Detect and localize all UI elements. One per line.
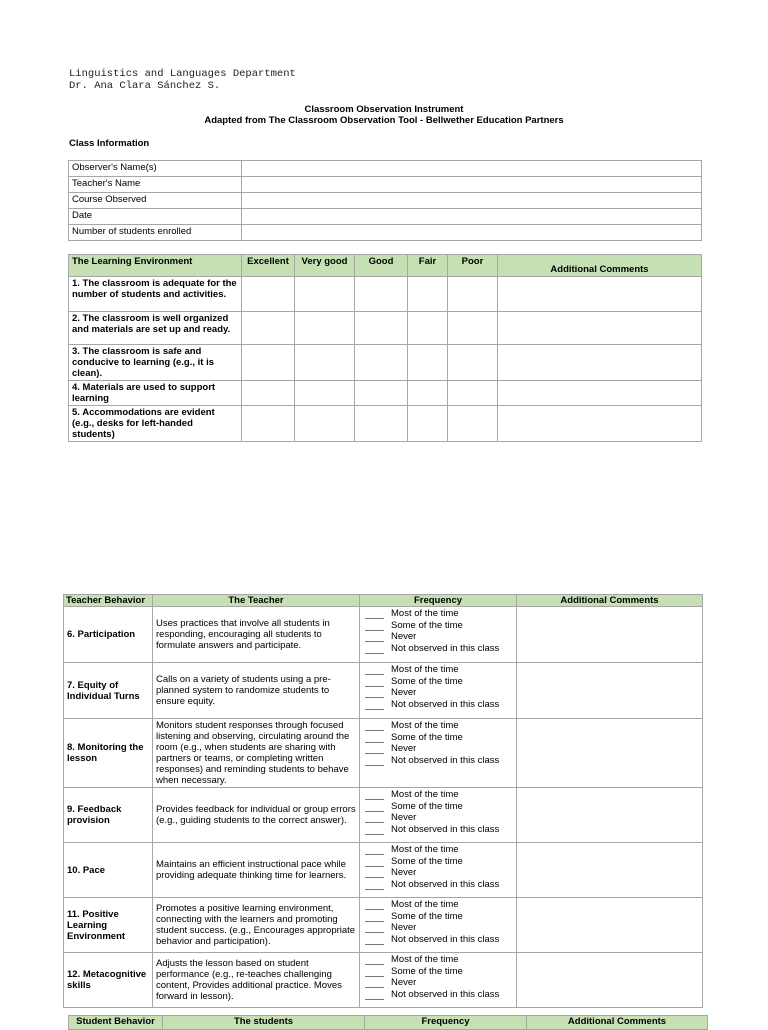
frequency-option[interactable]: Most of the time	[363, 720, 513, 732]
frequency-option[interactable]: Never	[363, 631, 513, 643]
frequency-header: Frequency	[365, 1016, 527, 1030]
rating-header-very-good: Very good	[295, 255, 355, 277]
rating-cell[interactable]	[355, 406, 408, 442]
frequency-options[interactable]	[360, 607, 517, 663]
class-info-field[interactable]	[242, 225, 702, 241]
comment-cell[interactable]	[498, 406, 702, 442]
rating-header-fair: Fair	[408, 255, 448, 277]
behavior-description: Promotes a positive learning environment, connecting with the learners and promoting student success. (e.g., Encourages appropriate behavior and participation).	[153, 898, 360, 953]
class-info-label: Number of students enrolled	[69, 225, 242, 241]
frequency-option[interactable]: Not observed in this class	[363, 879, 513, 891]
behavior-label: 6. Participation	[64, 607, 153, 663]
frequency-option[interactable]: Most of the time	[363, 789, 513, 801]
teacher-behavior-header: Teacher Behavior	[64, 595, 153, 607]
frequency-option[interactable]: Not observed in this class	[363, 643, 513, 655]
class-info-label: Course Observed	[69, 193, 242, 209]
class-info-field[interactable]	[242, 193, 702, 209]
comment-cell[interactable]	[517, 663, 703, 719]
behavior-description: Maintains an efficient instructional pace while providing adequate thinking time for learners.	[153, 843, 360, 898]
rating-cell[interactable]	[355, 345, 408, 381]
comment-cell[interactable]	[498, 312, 702, 345]
frequency-option[interactable]: Some of the time	[363, 911, 513, 923]
frequency-option[interactable]: Some of the time	[363, 620, 513, 632]
environment-header: The Learning Environment	[69, 255, 242, 277]
frequency-option[interactable]: Some of the time	[363, 966, 513, 978]
rating-cell[interactable]	[295, 277, 355, 312]
rating-cell[interactable]	[242, 312, 295, 345]
frequency-option[interactable]: Never	[363, 867, 513, 879]
class-info-label: Observer's Name(s)	[69, 161, 242, 177]
behavior-label: 12. Metacognitive skills	[64, 953, 153, 1008]
rating-cell[interactable]	[408, 381, 448, 406]
rating-cell[interactable]	[448, 345, 498, 381]
rating-cell[interactable]	[448, 312, 498, 345]
rating-cell[interactable]	[355, 312, 408, 345]
class-info-heading: Class Information	[69, 138, 150, 149]
comment-cell[interactable]	[517, 898, 703, 953]
environment-table	[68, 254, 702, 442]
rating-cell[interactable]	[408, 312, 448, 345]
frequency-options[interactable]	[360, 843, 517, 898]
environment-item: 5. Accommodations are evident (e.g., desks for left-handed students)	[69, 406, 242, 442]
frequency-options[interactable]	[360, 719, 517, 788]
frequency-option[interactable]: Not observed in this class	[363, 824, 513, 836]
frequency-option[interactable]: Most of the time	[363, 664, 513, 676]
class-info-field[interactable]	[242, 177, 702, 193]
class-info-field[interactable]	[242, 161, 702, 177]
environment-item: 2. The classroom is well organized and materials are set up and ready.	[69, 312, 242, 345]
rating-cell[interactable]	[295, 312, 355, 345]
frequency-option[interactable]: Most of the time	[363, 608, 513, 620]
behavior-description: Monitors student responses through focused listening and observing, circulating around the room (e.g., when students are sharing with partners or teams, or completing written responses) and reminding students to behave when necessary.	[153, 719, 360, 788]
frequency-option[interactable]: Most of the time	[363, 954, 513, 966]
behavior-label: 9. Feedback provision	[64, 788, 153, 843]
frequency-option[interactable]: Most of the time	[363, 844, 513, 856]
rating-cell[interactable]	[242, 406, 295, 442]
comment-cell[interactable]	[517, 607, 703, 663]
comments-header: Additional Comments	[527, 1016, 708, 1030]
class-info-label: Teacher's Name	[69, 177, 242, 193]
rating-cell[interactable]	[355, 381, 408, 406]
comment-cell[interactable]	[517, 843, 703, 898]
department-line: Linguistics and Languages Department	[69, 68, 296, 80]
frequency-option[interactable]: Some of the time	[363, 732, 513, 744]
frequency-option[interactable]: Not observed in this class	[363, 989, 513, 1001]
author-line: Dr. Ana Clara Sánchez S.	[69, 80, 221, 92]
frequency-options[interactable]	[360, 898, 517, 953]
class-info-table	[68, 160, 702, 241]
frequency-options[interactable]	[360, 663, 517, 719]
environment-item: 1. The classroom is adequate for the number of students and activities.	[69, 277, 242, 312]
rating-cell[interactable]	[448, 406, 498, 442]
student-behavior-header: Student Behavior	[69, 1016, 163, 1030]
document-title: Classroom Observation Instrument	[304, 104, 464, 115]
frequency-option[interactable]: Not observed in this class	[363, 755, 513, 767]
rating-cell[interactable]	[355, 277, 408, 312]
rating-cell[interactable]	[408, 406, 448, 442]
class-info-label: Date	[69, 209, 242, 225]
behavior-label: 7. Equity of Individual Turns	[64, 663, 153, 719]
rating-cell[interactable]	[242, 381, 295, 406]
teacher-behavior-table	[63, 594, 703, 1008]
rating-header-excellent: Excellent	[242, 255, 295, 277]
rating-cell[interactable]	[408, 277, 448, 312]
behavior-description: Uses practices that involve all students in responding, encouraging all students to formulate answers and participate.	[153, 607, 360, 663]
frequency-option[interactable]: Never	[363, 743, 513, 755]
rating-header-good: Good	[355, 255, 408, 277]
comments-header: Additional Comments	[517, 595, 703, 607]
rating-cell[interactable]	[448, 381, 498, 406]
comment-cell[interactable]	[517, 788, 703, 843]
frequency-option[interactable]: Never	[363, 977, 513, 989]
behavior-label: 10. Pace	[64, 843, 153, 898]
comments-header: Additional Comments	[498, 255, 702, 277]
behavior-description: Calls on a variety of students using a pre-planned system to randomize students to ensure equity.	[153, 663, 360, 719]
student-behavior-table	[68, 1015, 708, 1030]
rating-cell[interactable]	[242, 277, 295, 312]
comment-cell[interactable]	[498, 345, 702, 381]
behavior-label: 8. Monitoring the lesson	[64, 719, 153, 788]
frequency-option[interactable]: Not observed in this class	[363, 699, 513, 711]
environment-item: 4. Materials are used to support learning	[69, 381, 242, 406]
rating-cell[interactable]	[295, 345, 355, 381]
rating-cell[interactable]	[408, 345, 448, 381]
comment-cell[interactable]	[517, 953, 703, 1008]
rating-cell[interactable]	[295, 381, 355, 406]
behavior-description: Adjusts the lesson based on student performance (e.g., re-teaches challenging content, Provides additional practice. Moves forward in lesson).	[153, 953, 360, 1008]
teacher-header: The Teacher	[153, 595, 360, 607]
rating-cell[interactable]	[242, 345, 295, 381]
class-info-field[interactable]	[242, 209, 702, 225]
frequency-option[interactable]: Never	[363, 687, 513, 699]
frequency-header: Frequency	[360, 595, 517, 607]
frequency-option[interactable]: Never	[363, 922, 513, 934]
behavior-label: 11. Positive Learning Environment	[64, 898, 153, 953]
rating-cell[interactable]	[295, 406, 355, 442]
frequency-option[interactable]: Not observed in this class	[363, 934, 513, 946]
frequency-option[interactable]: Some of the time	[363, 676, 513, 688]
frequency-option[interactable]: Never	[363, 812, 513, 824]
environment-item: 3. The classroom is safe and conducive to learning (e.g., it is clean).	[69, 345, 242, 381]
frequency-option[interactable]: Some of the time	[363, 801, 513, 813]
frequency-options[interactable]	[360, 788, 517, 843]
comment-cell[interactable]	[498, 381, 702, 406]
students-header: The students	[163, 1016, 365, 1030]
rating-cell[interactable]	[448, 277, 498, 312]
comment-cell[interactable]	[517, 719, 703, 788]
document-subtitle: Adapted from The Classroom Observation Tool - Bellwether Education Partners	[204, 115, 564, 126]
comment-cell[interactable]	[498, 277, 702, 312]
frequency-option[interactable]: Some of the time	[363, 856, 513, 868]
frequency-options[interactable]	[360, 953, 517, 1008]
behavior-description: Provides feedback for individual or group errors (e.g., guiding students to the correct answer).	[153, 788, 360, 843]
rating-header-poor: Poor	[448, 255, 498, 277]
frequency-option[interactable]: Most of the time	[363, 899, 513, 911]
